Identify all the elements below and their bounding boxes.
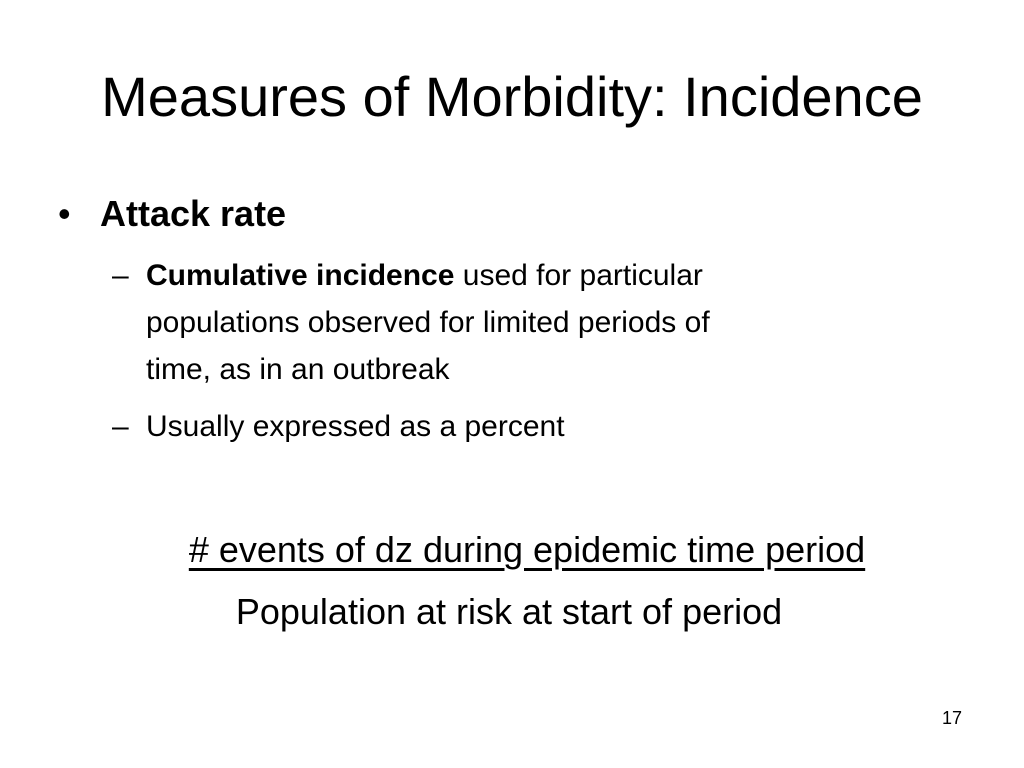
formula-numerator: # events of dz during epidemic time period xyxy=(188,529,866,570)
subbullet-text: Usually expressed as a percent xyxy=(146,410,565,443)
bullet-attack-rate xyxy=(58,190,286,238)
subbullet-text xyxy=(146,252,710,393)
bullet-marker: • xyxy=(58,193,71,234)
subbullet-line-3: time, as in an outbreak xyxy=(146,353,450,386)
subbullet-line-1-rest: used for particular xyxy=(454,259,703,292)
subbullet-marker: – xyxy=(112,410,129,443)
subbullet-line-1 xyxy=(146,252,710,299)
page-number: 17 xyxy=(941,708,962,728)
formula-denominator: Population at risk at start of period xyxy=(235,591,783,632)
slide-title: Measures of Morbidity: Incidence xyxy=(101,65,923,128)
subbullet-bold-term: Cumulative incidence xyxy=(146,259,455,292)
bullet-text: Attack rate xyxy=(100,193,287,234)
subbullet-marker: – xyxy=(112,259,129,292)
subbullet-line-2: populations observed for limited periods of xyxy=(146,306,710,339)
